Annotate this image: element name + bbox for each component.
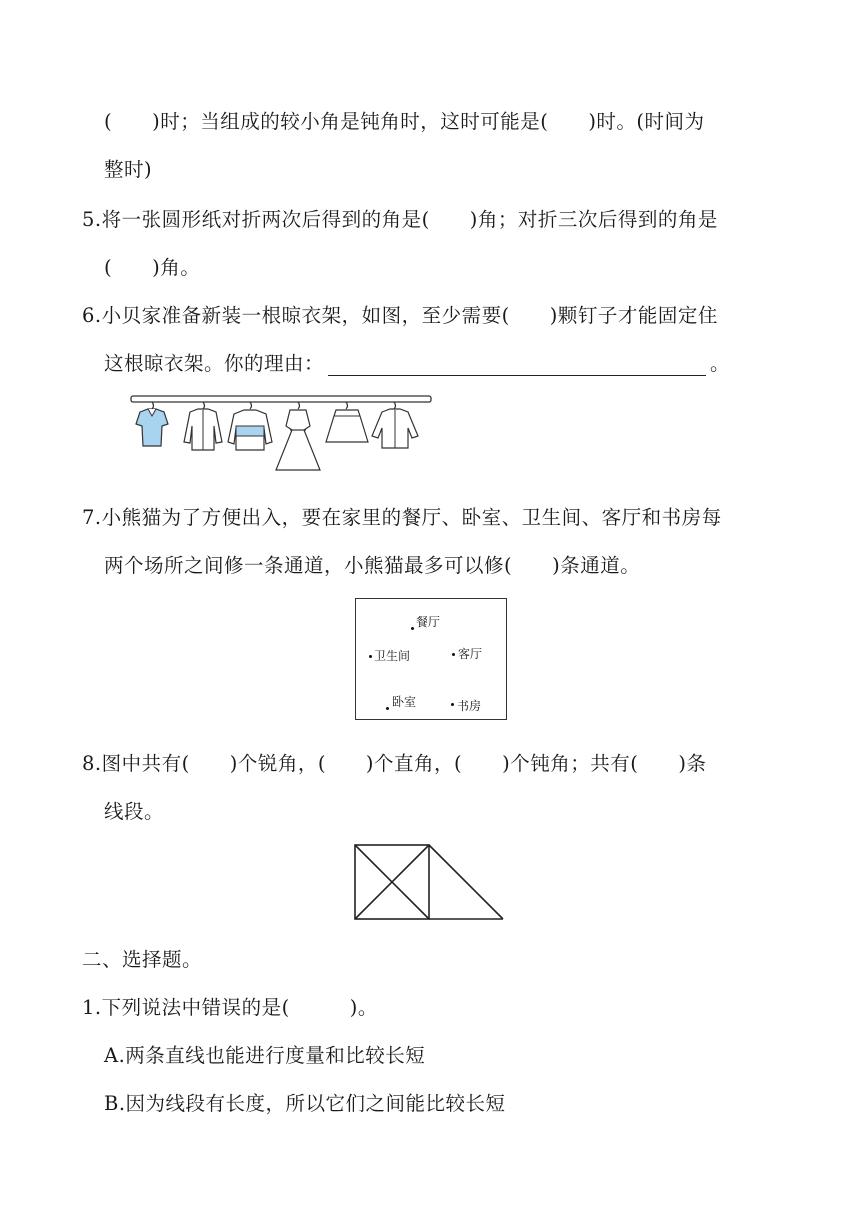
q6-line2-prefix: 这根晾衣架。你的理由： <box>104 352 325 375</box>
long-sleeve-shirt-icon <box>184 409 222 450</box>
bedroom-dot <box>386 707 389 710</box>
q5-line1: 5.将一张圆形纸对折两次后得到的角是( )角；对折三次后得到的角是 <box>82 208 718 231</box>
q6-line2 <box>104 348 730 376</box>
canteen-dot <box>411 627 414 630</box>
bathroom-label: 卫生间 <box>374 649 411 663</box>
mc-q1-option-b: B.因为线段有长度，所以它们之间能比较长短 <box>104 1092 506 1115</box>
q7-line1: 7.小熊猫为了方便出入，要在家里的餐厅、卧室、卫生间、客厅和书房每 <box>82 506 722 529</box>
answer-blank-line <box>328 355 706 376</box>
canteen-label: 餐厅 <box>416 615 441 629</box>
dress-icon <box>276 410 320 470</box>
house-map <box>355 598 507 720</box>
bedroom-label: 卧室 <box>392 695 417 709</box>
blue-shirt-icon <box>136 409 168 446</box>
jacket-icon <box>372 409 418 448</box>
q5-line2: ( )角。 <box>104 256 201 279</box>
study-dot <box>451 703 454 706</box>
clothes-rack-illustration <box>128 392 434 476</box>
q8-line2: 线段。 <box>104 800 165 823</box>
bathroom-dot <box>369 655 372 658</box>
mc-q1-option-a: A.两条直线也能进行度量和比较长短 <box>104 1044 426 1067</box>
q6-line1: 6.小贝家准备新装一根晾衣架，如图，至少需要( )颗钉子才能固定住 <box>82 304 718 327</box>
study-label: 书房 <box>457 699 482 713</box>
geometry-figure <box>352 842 508 922</box>
q4-line1: ( )时；当组成的较小角是钝角时，这时可能是( )时。(时间为 <box>104 110 705 133</box>
q8-line1: 8.图中共有( )个锐角，( )个直角，( )个钝角；共有( )条 <box>82 752 707 775</box>
q7-line2: 两个场所之间修一条通道，小熊猫最多可以修( )条通道。 <box>104 554 641 577</box>
sweater-icon <box>228 410 272 450</box>
q6-line2-suffix: 。 <box>710 352 731 375</box>
skirt-icon <box>326 410 368 442</box>
section2-title: 二、选择题。 <box>82 948 203 971</box>
living-room-dot <box>452 653 455 656</box>
mc-q1: 1.下列说法中错误的是( )。 <box>82 996 378 1019</box>
q4-line2: 整时) <box>104 158 153 181</box>
living-room-label: 客厅 <box>458 647 483 661</box>
